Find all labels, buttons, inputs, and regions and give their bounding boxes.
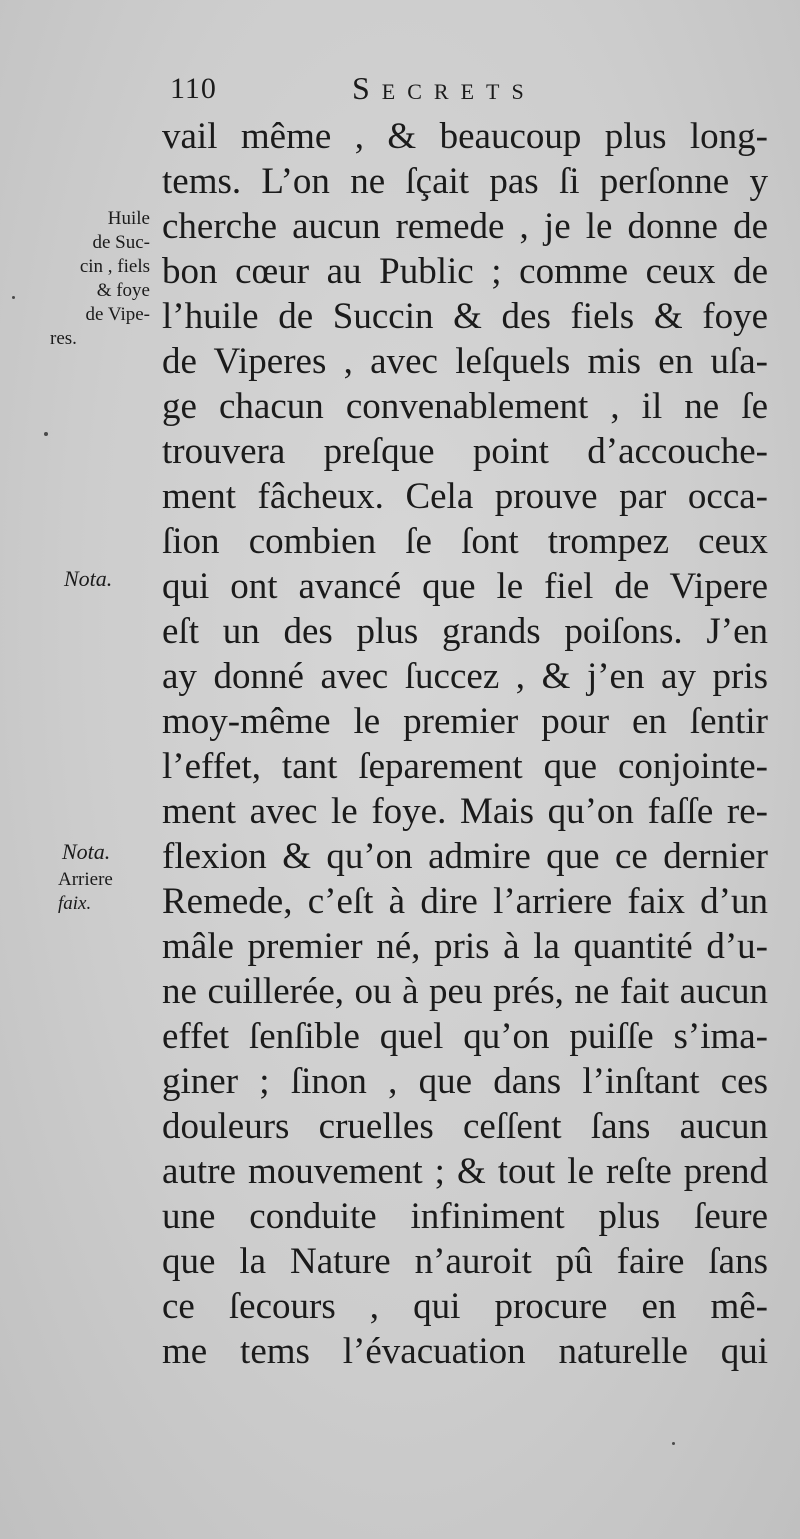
text-line: eſt un des plus grands poiſons. J’en [162,611,768,652]
text-line: tems. L’on ne ſçait pas ſi perſonne y [162,161,768,202]
text-line: de Viperes , avec leſquels mis en uſa- [162,341,768,382]
text-line: ce ſecours , qui procure en mê- [162,1286,768,1327]
text-line: moy-même le premier pour en ſentir [162,701,768,742]
text-line: ment fâcheux. Cela prouve par occa- [162,476,768,517]
margin-note-line: Arriere [58,869,113,890]
text-line: vail même , & beaucoup plus long- [162,116,768,157]
margin-note-line: res. [50,328,77,349]
text-line: autre mouvement ; & tout le reſte prend [162,1151,768,1192]
text-line: Remede, c’eſt à dire l’arriere faix d’un [162,881,768,922]
margin-note-line: faix. [58,893,92,914]
margin-note-line: cin , fiels [79,256,150,277]
text-line: trouvera preſque point d’accouche- [162,431,768,472]
text-line: ge chacun convenablement , il ne ſe [162,386,768,427]
text-line: qui ont avancé que le fiel de Vipere [162,566,768,607]
ink-speck [672,1442,675,1445]
ink-speck [12,296,15,299]
margin-notes [50,0,160,1539]
body-text [162,114,768,1374]
text-line: giner ; ſinon , que dans l’inſtant ces [162,1061,768,1102]
margin-note-nota-1: Nota. [64,566,113,591]
text-line: que la Nature n’auroit pû faire ſans [162,1241,768,1282]
text-line: douleurs cruelles ceſſent ſans aucun [162,1106,768,1147]
text-line: ay donné avec ſuccez , & j’en ay pris [162,656,768,697]
text-line: ſion combien ſe ſont trompez ceux [162,521,768,562]
text-line: une conduite infiniment plus ſeure [162,1196,768,1237]
ink-speck [44,432,48,436]
text-line: cherche aucun remede , je le donne de [162,206,768,247]
text-line: l’effet, tant ſeparement que conjointe- [162,746,768,787]
text-line: mâle premier né, pris à la quantité d’u- [162,926,768,967]
margin-note-line: Huile [107,208,150,229]
text-line: ment avec le foye. Mais qu’on faſſe re- [162,791,768,832]
margin-note-line: & foye [96,280,150,301]
running-title: Secrets [352,70,536,106]
margin-note-line: de Suc- [92,232,150,253]
margin-note-huile [50,207,150,351]
page-number: 110 [170,72,217,105]
margin-note-nota-2: Nota. [62,839,111,864]
text-line: flexion & qu’on admire que ce dernier [162,836,768,877]
margin-note-arriere-faix [58,868,150,916]
text-line: me tems l’évacuation naturelle qui [162,1331,768,1372]
text-line: bon cœur au Public ; comme ceux de [162,251,768,292]
text-line: l’huile de Succin & des fiels & foye [162,296,768,337]
text-line: effet ſenſible quel qu’on puiſſe s’ima- [162,1016,768,1057]
margin-note-line: de Vipe- [85,304,150,325]
text-line: ne cuillerée, ou à peu prés, ne fait aucun [162,971,768,1012]
